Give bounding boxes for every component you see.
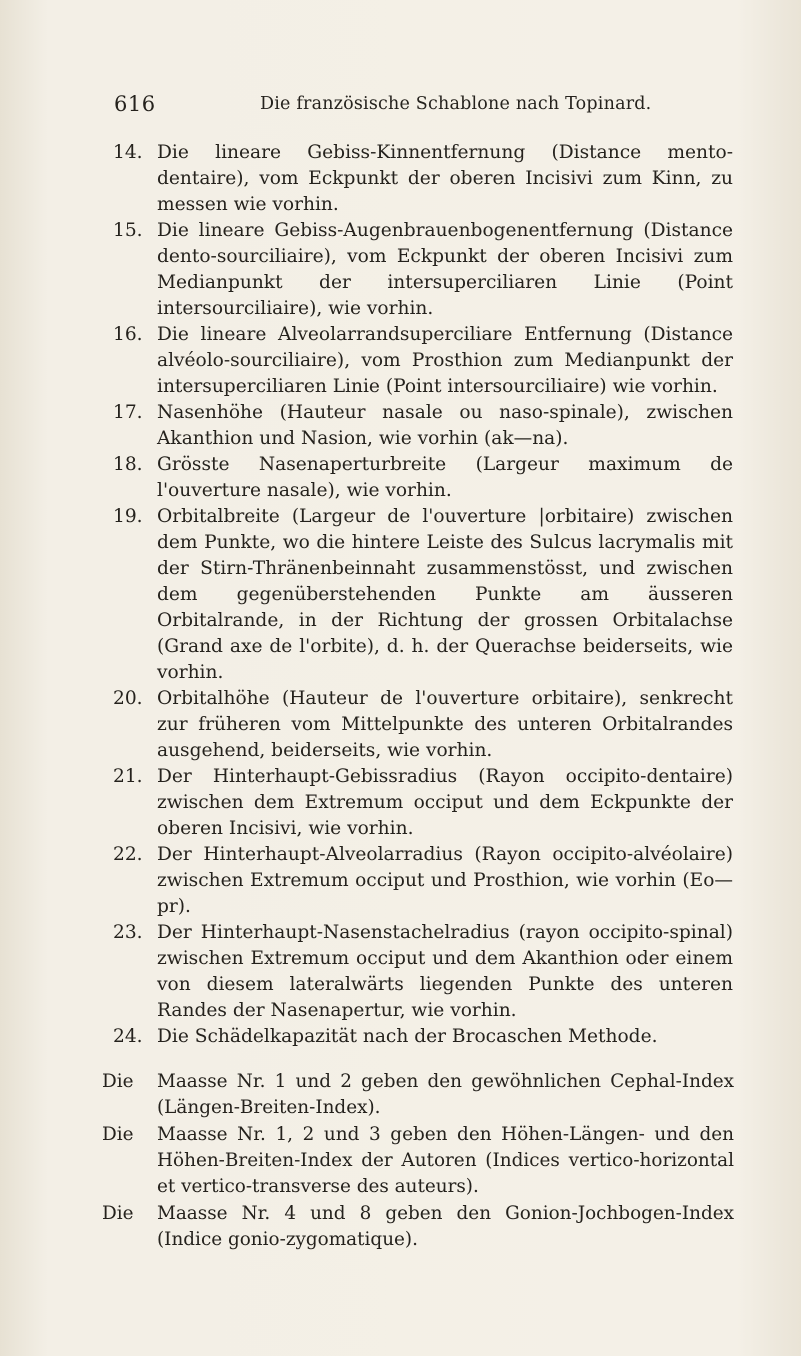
list-item: [113, 1024, 733, 1050]
item-text: Die lineare Gebiss-Augenbrauenbogenentfernung (Distance dento-sourciliaire), vom Eckpunkt der oberen Incisivi zum Medianpunkt der intersuperciliaren Linie (Point intersourciliaire), wie vorhin.: [157, 220, 733, 319]
item-text: Die lineare Gebiss-Kinnentfernung (Distance mento-dentaire), vom Eckpunkt der oberen Incisivi zum Kinn, zu messen wie vorhin.: [157, 142, 733, 215]
note-paragraph: [102, 1069, 734, 1121]
note-lead: Die: [102, 1071, 134, 1092]
list-item: [113, 218, 733, 322]
item-number: 19.: [113, 506, 143, 527]
note-text: Maasse Nr. 1 und 2 geben den gewöhnlichen Cephal-Index (Längen-Breiten-Index).: [157, 1071, 734, 1118]
note-lead: Die: [102, 1124, 134, 1145]
item-text: Orbitalhöhe (Hauteur de l'ouverture orbitaire), senkrecht zur früheren vom Mittelpunkte des unteren Orbitalrandes ausgehend, beiderseits, wie vorhin.: [157, 688, 733, 761]
list-item: [113, 686, 733, 764]
list-item: [113, 764, 733, 842]
note-paragraph: [102, 1122, 734, 1200]
list-item: [113, 504, 733, 686]
running-title: Die französische Schablone nach Topinard.: [260, 94, 652, 114]
index-notes: [102, 1069, 734, 1254]
item-number: 23.: [113, 922, 143, 943]
list-item: [113, 920, 733, 1024]
item-number: 16.: [113, 324, 143, 345]
page-header: [114, 92, 674, 122]
item-number: 22.: [113, 844, 143, 865]
item-text: Die Schädelkapazität nach der Brocaschen Methode.: [157, 1026, 658, 1047]
item-number: 20.: [113, 688, 143, 709]
item-number: 18.: [113, 454, 143, 475]
item-number: 21.: [113, 766, 143, 787]
item-number: 24.: [113, 1026, 143, 1047]
note-paragraph: [102, 1201, 734, 1253]
item-number: 15.: [113, 220, 143, 241]
item-text: Der Hinterhaupt-Nasenstachelradius (rayon occipito-spinal) zwischen Extremum occiput und dem Akanthion oder einem von diesem lateralwärts liegenden Punkte des unteren Randes der Nasenapertur, wie vorhin.: [157, 922, 733, 1021]
item-text: Grösste Nasenaperturbreite (Largeur maximum de l'ouverture nasale), wie vorhin.: [157, 454, 733, 501]
list-item: [113, 842, 733, 920]
list-item: [113, 140, 733, 218]
item-text: Der Hinterhaupt-Alveolarradius (Rayon occipito-alvéolaire) zwischen Extremum occiput und Prosthion, wie vorhin (Eo—pr).: [157, 844, 733, 917]
item-text: Nasenhöhe (Hauteur nasale ou naso-spinale), zwischen Akanthion und Nasion, wie vorhin (ak—na).: [157, 402, 733, 449]
item-number: 14.: [113, 142, 143, 163]
item-text: Orbitalbreite (Largeur de l'ouverture |orbitaire) zwischen dem Punkte, wo die hintere Leiste des Sulcus lacrymalis mit der Stirn-Thränenbeinnaht zusammenstösst, und zwischen dem gegenüberstehenden Punkte am äusseren Orbitalrande, in der Richtung der grossen Orbitalachse (Grand axe de l'orbite), d. h. der Querachse beiderseits, wie vorhin.: [157, 506, 733, 683]
note-text: Maasse Nr. 1, 2 und 3 geben den Höhen-Längen- und den Höhen-Breiten-Index der Autoren (Indices vertico-horizontal et vertico-transverse des auteurs).: [157, 1124, 734, 1197]
list-item: [113, 322, 733, 400]
measurement-list: [113, 140, 733, 1050]
item-number: 17.: [113, 402, 143, 423]
page-number: 616: [114, 92, 156, 116]
list-item: [113, 452, 733, 504]
item-text: Die lineare Alveolarrandsuperciliare Entfernung (Distance alvéolo-sourciliaire), vom Prosthion zum Medianpunkt der intersuperciliaren Linie (Point intersourciliaire) wie vorhin.: [157, 324, 733, 397]
list-item: [113, 400, 733, 452]
item-text: Der Hinterhaupt-Gebissradius (Rayon occipito-dentaire) zwischen dem Extremum occiput und dem Eckpunkte der oberen Incisivi, wie vorhin.: [157, 766, 733, 839]
note-lead: Die: [102, 1203, 134, 1224]
note-text: Maasse Nr. 4 und 8 geben den Gonion-Jochbogen-Index (Indice gonio-zygomatique).: [157, 1203, 734, 1250]
